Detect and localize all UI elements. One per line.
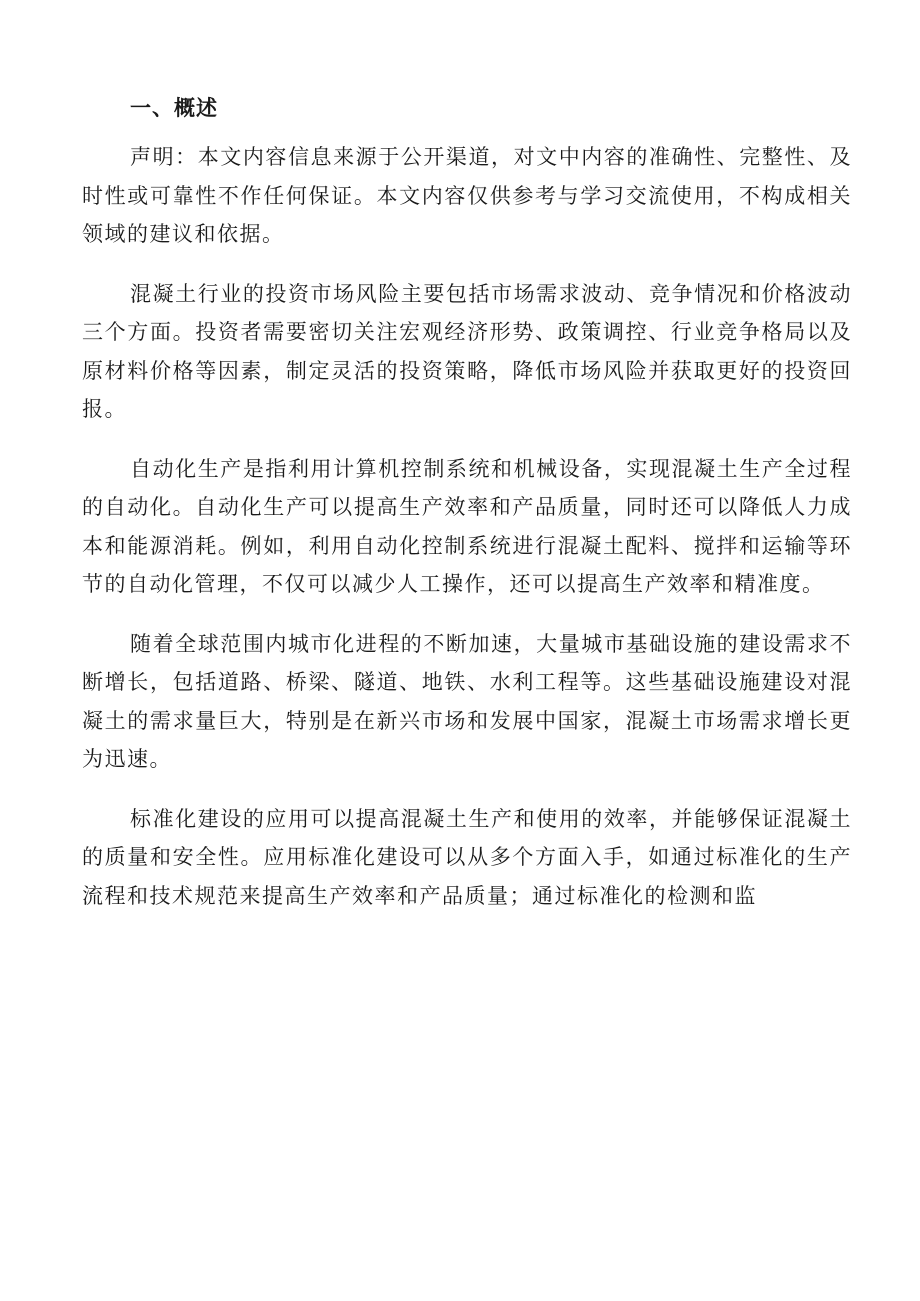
automation-paragraph: 自动化生产是指利用计算机控制系统和机械设备，实现混凝土生产全过程的自动化。自动化生产可以提高生产效率和产品质量，同时还可以降低人力成本和能源消耗。例如，利用自动化控制系统进行混凝土配料、搅拌和运输等环节的自动化管理，不仅可以减少人工操作，还可以提高生产效率和精准度。 — [82, 456, 852, 596]
section-heading: 一、概述 — [130, 96, 218, 120]
market-risk-paragraph: 混凝土行业的投资市场风险主要包括市场需求波动、竞争情况和价格波动三个方面。投资者需要密切关注宏观经济形势、政策调控、行业竞争格局以及原材料价格等因素，制定灵活的投资策略，降低市场风险并获取更好的投资回报。 — [82, 281, 852, 421]
urbanization-paragraph: 随着全球范围内城市化进程的不断加速，大量城市基础设施的建设需求不断增长，包括道路、桥梁、隧道、地铁、水利工程等。这些基础设施建设对混凝土的需求量巨大，特别是在新兴市场和发展中国家，混凝土市场需求增长更为迅速。 — [82, 631, 852, 771]
document-page — [82, 86, 852, 915]
standardization-paragraph: 标准化建设的应用可以提高混凝土生产和使用的效率，并能够保证混凝土的质量和安全性。应用标准化建设可以从多个方面入手，如通过标准化的生产流程和技术规范来提高生产效率和产品质量；通过标准化的检测和监 — [82, 806, 852, 908]
disclaimer-paragraph: 声明：本文内容信息来源于公开渠道，对文中内容的准确性、完整性、及时性或可靠性不作任何保证。本文内容仅供参考与学习交流使用，不构成相关领域的建议和依据。 — [82, 145, 852, 246]
